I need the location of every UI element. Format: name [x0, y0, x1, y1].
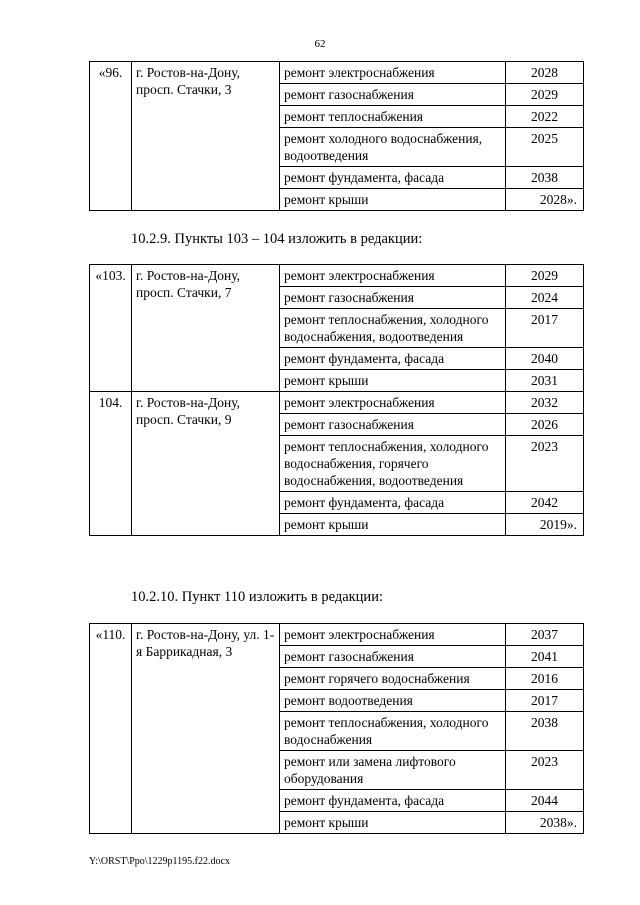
year-cell: 2026 — [506, 414, 584, 436]
address-cell: г. Ростов-на-Дону, просп. Стачки, 7 — [132, 265, 280, 392]
page-number: 62 — [314, 38, 326, 50]
year-cell: 2028». — [506, 189, 584, 211]
work-type-cell: ремонт теплоснабжения, холодного водоснабжения, водоотведения — [280, 309, 506, 348]
work-type-cell: ремонт фундамента, фасада — [280, 348, 506, 370]
work-type-cell: ремонт фундамента, фасада — [280, 167, 506, 189]
year-cell: 2044 — [506, 790, 584, 812]
year-cell: 2029 — [506, 84, 584, 106]
year-cell: 2017 — [506, 690, 584, 712]
address-cell: г. Ростов-на-Дону, просп. Стачки, 3 — [132, 62, 280, 211]
work-type-cell: ремонт крыши — [280, 514, 506, 536]
year-cell: 2038 — [506, 167, 584, 189]
address-cell: г. Ростов-на-Дону, ул. 1-я Баррикадная, 3 — [132, 624, 280, 834]
table-row — [90, 392, 584, 414]
work-type-cell: ремонт газоснабжения — [280, 84, 506, 106]
year-cell: 2032 — [506, 392, 584, 414]
footer-path: Y:\ORST\Ppo\1229p1195.f22.docx — [89, 856, 230, 867]
year-cell: 2022 — [506, 106, 584, 128]
year-cell: 2028 — [506, 62, 584, 84]
year-cell: 2040 — [506, 348, 584, 370]
year-cell: 2023 — [506, 436, 584, 492]
repair-table — [89, 61, 584, 211]
work-type-cell: ремонт фундамента, фасада — [280, 790, 506, 812]
work-type-cell: ремонт теплоснабжения, холодного водоснабжения — [280, 712, 506, 751]
work-type-cell: ремонт теплоснабжения — [280, 106, 506, 128]
year-cell: 2041 — [506, 646, 584, 668]
item-number: 104. — [90, 392, 132, 536]
section-heading: 10.2.9. Пункты 103 – 104 изложить в редакции: — [131, 231, 423, 247]
address-cell: г. Ростов-на-Дону, просп. Стачки, 9 — [132, 392, 280, 536]
year-cell: 2038». — [506, 812, 584, 834]
section-heading: 10.2.10. Пункт 110 изложить в редакции: — [131, 589, 383, 605]
repair-table — [89, 264, 584, 536]
work-type-cell: ремонт крыши — [280, 812, 506, 834]
table-row — [90, 624, 584, 646]
year-cell: 2025 — [506, 128, 584, 167]
year-cell: 2024 — [506, 287, 584, 309]
work-type-cell: ремонт газоснабжения — [280, 287, 506, 309]
work-type-cell: ремонт электроснабжения — [280, 392, 506, 414]
year-cell: 2029 — [506, 265, 584, 287]
work-type-cell: ремонт электроснабжения — [280, 624, 506, 646]
year-cell: 2037 — [506, 624, 584, 646]
year-cell: 2038 — [506, 712, 584, 751]
table-row — [90, 62, 584, 84]
year-cell: 2023 — [506, 751, 584, 790]
work-type-cell: ремонт холодного водоснабжения, водоотведения — [280, 128, 506, 167]
item-number: «96. — [90, 62, 132, 211]
work-type-cell: ремонт горячего водоснабжения — [280, 668, 506, 690]
year-cell: 2031 — [506, 370, 584, 392]
work-type-cell: ремонт фундамента, фасада — [280, 492, 506, 514]
work-type-cell: ремонт водоотведения — [280, 690, 506, 712]
work-type-cell: ремонт крыши — [280, 189, 506, 211]
work-type-cell: ремонт газоснабжения — [280, 646, 506, 668]
year-cell: 2042 — [506, 492, 584, 514]
year-cell: 2017 — [506, 309, 584, 348]
work-type-cell: ремонт теплоснабжения, холодного водоснабжения, горячего водоснабжения, водоотведения — [280, 436, 506, 492]
work-type-cell: ремонт крыши — [280, 370, 506, 392]
repair-table — [89, 623, 584, 834]
work-type-cell: ремонт электроснабжения — [280, 62, 506, 84]
item-number: «110. — [90, 624, 132, 834]
table-row — [90, 265, 584, 287]
work-type-cell: ремонт газоснабжения — [280, 414, 506, 436]
year-cell: 2019». — [506, 514, 584, 536]
item-number: «103. — [90, 265, 132, 392]
work-type-cell: ремонт или замена лифтового оборудования — [280, 751, 506, 790]
year-cell: 2016 — [506, 668, 584, 690]
work-type-cell: ремонт электроснабжения — [280, 265, 506, 287]
